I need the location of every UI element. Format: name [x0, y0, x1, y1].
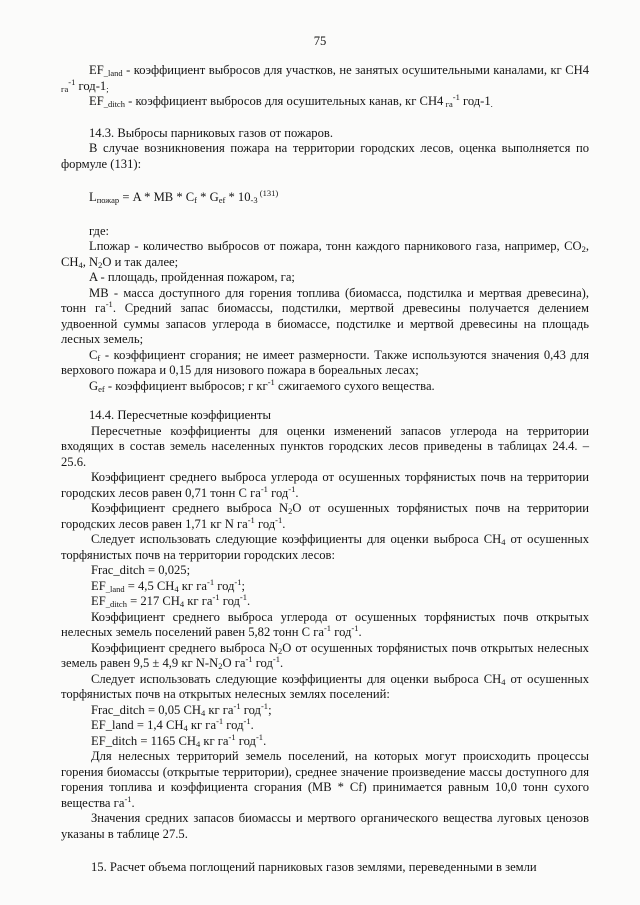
- definition-ef-land: [61, 63, 589, 94]
- text-run: O га: [222, 656, 246, 670]
- text-run: = 4,5 CH: [124, 578, 175, 593]
- subscript: га: [443, 99, 453, 109]
- superscript: -1: [272, 654, 280, 664]
- text-run: Коэффициент среднего выброса углерода от осушенных торфянистых почв открытых нелесных земель поселений равен 5,82 тонн C га: [61, 609, 589, 639]
- text-run: C: [89, 347, 98, 362]
- section-heading-15: 15. Расчет объема поглощений парниковых газов землями, переведенными в земли: [91, 860, 537, 874]
- paragraph-meadow-reference: Значения средних запасов биомассы и мертвого органического вещества луговых ценозов указаны в таблице 27.5.: [61, 811, 589, 841]
- text-run: L: [89, 190, 97, 204]
- text-run: .: [295, 485, 299, 500]
- superscript: -1: [245, 654, 253, 664]
- superscript: -1: [247, 514, 255, 525]
- paragraph-ch4-coefficients-open: [61, 672, 589, 703]
- text-run: кг га: [178, 578, 207, 593]
- text-run: Коэффициент среднего выброса N: [91, 640, 279, 655]
- text-run: .: [131, 795, 135, 810]
- subscript: 2: [581, 244, 586, 254]
- where-label: где:: [89, 223, 110, 238]
- superscript: -1: [323, 623, 332, 633]
- text-run: Lпожар - количество выбросов от пожара, тонн каждого парникового газа, например, CO: [89, 239, 582, 253]
- subscript: 4: [179, 599, 185, 609]
- text-run: - коэффициент выбросов для участков, не занятых осушительными каналами, кг CH: [122, 63, 583, 77]
- text-run: Следует использовать следующие коэффициенты для оценки выброса CH: [91, 671, 502, 686]
- text-run: кг га: [187, 718, 217, 732]
- formula-131: [61, 190, 589, 206]
- text-run: O и так далее;: [102, 254, 179, 269]
- text-run: кг га: [205, 702, 234, 717]
- paragraph-fire-intro: В случае возникновения пожара на территории городских лесов, оценка выполняется по формуле (131):: [61, 141, 589, 171]
- text-run: Frac_ditch = 0,05 CH: [91, 702, 201, 717]
- section-heading-14-4: 14.4. Пересчетные коэффициенты: [89, 408, 271, 422]
- superscript: -1: [233, 700, 241, 711]
- superscript: -1: [267, 376, 275, 387]
- definition-a: A - площадь, пройденная пожаром, га;: [89, 270, 295, 284]
- text-run: Коэффициент среднего выброса N: [91, 501, 289, 515]
- text-run: MB - масса доступного для горения топлива (биомасса, подстилка и мертвая древесина), тонн га: [61, 285, 589, 315]
- text-run: .: [282, 516, 286, 531]
- text-run: .: [247, 594, 251, 608]
- page-body: [61, 63, 589, 876]
- text-run: EF: [91, 594, 106, 608]
- definition-ef-ditch: [61, 94, 589, 110]
- text-run: .: [279, 656, 284, 670]
- superscript: -1: [68, 76, 76, 87]
- page-number: 75: [313, 34, 327, 48]
- text-run: Следует использовать следующие коэффициенты для оценки выброса CH: [91, 532, 502, 546]
- superscript: -1: [105, 299, 113, 309]
- superscript: -1: [212, 592, 220, 602]
- superscript: -1: [228, 731, 236, 742]
- text-run: кг га: [200, 733, 229, 748]
- superscript: -1: [216, 716, 224, 726]
- subscript: _ditch: [105, 599, 127, 609]
- text-run: год: [75, 78, 96, 93]
- definition-mb: [61, 286, 589, 348]
- superscript: -1: [124, 793, 132, 804]
- subscript: 4: [183, 723, 188, 733]
- definition-cf: [61, 348, 589, 379]
- subscript: _ditch: [103, 99, 125, 109]
- subscript: 2: [278, 645, 283, 656]
- superscript: -1: [351, 623, 359, 633]
- value-ef-land-open: [91, 718, 589, 734]
- text-run: год: [252, 656, 273, 670]
- subscript: пожар: [96, 195, 120, 205]
- text-run: = A * MB * C: [119, 190, 195, 204]
- subscript: ef: [218, 195, 226, 205]
- superscript: -1: [243, 716, 251, 726]
- superscript: -1: [452, 92, 460, 102]
- subscript: ef: [98, 383, 105, 394]
- text-run: год: [267, 485, 289, 500]
- paragraph-carbon-emission-open: [61, 610, 589, 641]
- text-run: Для нелесных территорий земель поселений, на которых могут происходить процессы горения биомассы (открытые территории), среднее значение произведение массы доступного для горения топлива и коэффициента сгорания (MB * Cf) принимается равным 10,0 тонн сухого вещества га: [61, 749, 589, 810]
- text-run: -1: [480, 94, 491, 108]
- section-heading-14-3: 14.3. Выбросы парниковых газов от пожаров.: [89, 125, 333, 140]
- superscript: -1: [260, 483, 268, 494]
- text-run: ;: [268, 702, 272, 717]
- value-ef-ditch-urban: [91, 594, 589, 610]
- subscript: га: [61, 83, 69, 94]
- text-run: от осушенных торфянистых почв на территории городских лесов:: [61, 532, 589, 562]
- value-ef-land-urban: [91, 576, 589, 595]
- text-run: EF: [89, 63, 104, 77]
- subscript: 4: [200, 707, 206, 718]
- text-run: - коэффициент сгорания; не имеет размерности. Также используются значения 0,43 для верхового пожара и 0,15 для низового пожара в бореальных лесах;: [61, 347, 589, 377]
- text-run: год: [223, 718, 244, 732]
- value-frac-ditch-open: [91, 700, 589, 719]
- text-run: кг га: [184, 594, 213, 608]
- subscript: 4: [501, 537, 506, 547]
- text-run: EF: [91, 578, 106, 593]
- text-run: ;: [241, 578, 246, 593]
- text-run: . Средний запас биомассы, подстилки, мертвой древесины получается делением удвоенной суммы запасов углерода в биомассе, подстилке и мертвой древесины на площадь лесных земель;: [61, 301, 589, 346]
- superscript: -1: [239, 592, 248, 602]
- paragraph-biomass-burning-open: [61, 749, 589, 811]
- text-run: O от осушенных торфянистых почв на территории городских лесов равен 1,71 кг N га: [61, 501, 589, 531]
- text-run: -1: [95, 78, 107, 93]
- definition-l-fire: [61, 239, 589, 270]
- subscript: 4: [78, 259, 83, 270]
- paragraph-conversion-factors: Пересчетные коэффициенты для оценки изменений запасов углерода на территории входящих в состав земель населенных пунктов городских лесов приведены в таблицах 24.4. – 25.6.: [61, 423, 589, 469]
- text-run: .: [250, 718, 254, 732]
- subscript: 4: [501, 676, 506, 687]
- text-run: EF: [89, 94, 104, 108]
- text-run: * G: [197, 190, 219, 204]
- subscript: _land: [105, 583, 125, 594]
- paragraph-carbon-emission-urban: [61, 470, 589, 501]
- text-run: год: [459, 94, 481, 108]
- text-run: Коэффициент среднего выброса углерода от осушенных торфянистых почв на территории городских лесов равен 0,71 тонн C га: [61, 470, 589, 500]
- subscript: f: [97, 352, 101, 363]
- subscript: -3: [250, 195, 258, 205]
- text-run: G: [89, 378, 99, 393]
- subscript: .: [490, 99, 493, 109]
- text-run: год: [254, 516, 276, 531]
- text-run: = 217 CH: [126, 594, 180, 608]
- paragraph-n2o-emission-urban: [61, 501, 589, 532]
- text-run: - коэффициент выбросов; г кг: [104, 378, 268, 393]
- paragraph-ch4-coefficients-urban: [61, 532, 589, 563]
- subscript: ;: [106, 83, 109, 94]
- text-run: EF_land = 1,4 CH: [91, 718, 184, 732]
- text-run: сжигаемого сухого вещества.: [274, 378, 435, 393]
- text-run: 4: [582, 63, 589, 77]
- text-run: .: [358, 625, 362, 639]
- superscript: -1: [275, 514, 283, 525]
- text-run: , CH: [61, 239, 589, 269]
- superscript: -1: [260, 700, 269, 711]
- value-ef-ditch-open: [91, 731, 589, 750]
- subscript: f: [194, 195, 198, 205]
- subscript: 4: [195, 738, 201, 749]
- superscript: -1: [234, 576, 242, 587]
- value-frac-ditch-urban: Frac_ditch = 0,025;: [91, 563, 191, 577]
- superscript: -1: [206, 576, 215, 587]
- text-run: - коэффициент выбросов для осушительных канав, кг CH: [124, 94, 438, 108]
- text-run: год: [240, 702, 261, 717]
- text-run: год: [331, 625, 352, 639]
- superscript: -1: [288, 483, 296, 494]
- text-run: * 10: [225, 190, 251, 204]
- text-run: год: [219, 594, 240, 608]
- paragraph-n2o-emission-open: [61, 641, 589, 672]
- superscript: (131): [257, 188, 279, 198]
- subscript: _land: [103, 68, 123, 78]
- text-run: год: [214, 578, 235, 593]
- text-run: 4: [437, 94, 444, 108]
- subscript: 2: [218, 661, 223, 671]
- text-run: EF_ditch = 1165 CH: [91, 733, 196, 748]
- subscript: 2: [98, 259, 103, 270]
- text-run: O от осушенных торфянистых почв открытых нелесных земель равен 9,5 ± 4,9 кг N-N: [61, 640, 589, 670]
- definition-gef: [61, 376, 589, 395]
- text-run: год: [235, 733, 256, 748]
- subscript: 4: [174, 583, 179, 594]
- superscript: -1: [255, 731, 264, 742]
- subscript: 2: [288, 506, 293, 516]
- text-run: .: [263, 733, 267, 748]
- text-run: , N: [82, 254, 99, 269]
- text-run: от осушенных торфянистых почв на открытых нелесных землях поселений:: [61, 671, 589, 701]
